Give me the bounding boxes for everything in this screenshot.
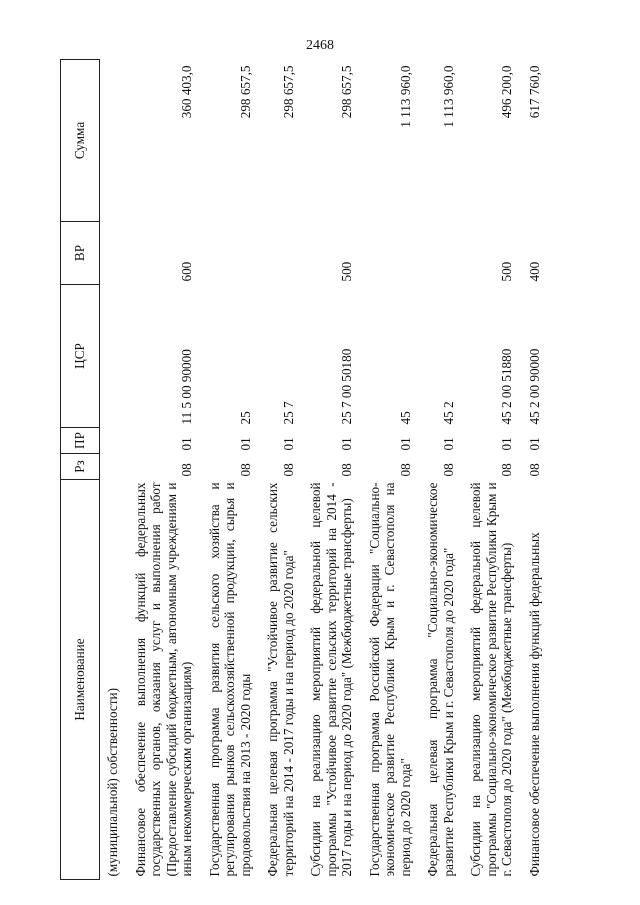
row-name: Государственная программа Российской Федерации "Социально-экономическое развитие Республики Крым и г. Севастополя на период до 2020 года" [366, 482, 413, 877]
row-rz: 08 [179, 463, 194, 477]
row-sum: 298 657,5 [237, 65, 253, 119]
row-rz: 08 [440, 463, 456, 477]
row-name: Федеральная целевая программа "Устойчивое развитие сельских территорий на 2014 - 2017 годы и на период до 2020 года" [265, 482, 296, 877]
row-vr: 500 [499, 261, 514, 282]
row-vr: 400 [526, 261, 542, 282]
row-csr: 45 [397, 411, 413, 425]
row-rz: 08 [280, 463, 296, 477]
row-pr: 01 [499, 437, 514, 451]
row-pr: 01 [397, 437, 413, 451]
row-csr [100, 285, 128, 428]
row-pr [100, 428, 128, 454]
row-pr: 01 [339, 437, 354, 451]
row-vr [362, 222, 421, 285]
row-csr: 25 [237, 411, 253, 425]
row-name: (муниципальной) собственности) [105, 688, 120, 877]
row-pr: 01 [526, 437, 542, 451]
row-rz [100, 454, 128, 480]
row-vr: 500 [339, 261, 354, 282]
table-row [463, 60, 522, 880]
row-name: Финансовое обеспечение выполнения функций федеральных [526, 532, 542, 877]
header-rz: Рз [61, 454, 100, 480]
row-rz: 08 [499, 463, 514, 477]
row-sum: 298 657,5 [280, 65, 296, 119]
row-name: Финансовое обеспечение выполнения функций федеральных государственных органов, оказания услуг и выполнения работ (Предоставление субсидий бюджетным, автономным учреждениям и иным некоммерческим организациям) [132, 482, 194, 877]
rotated-table-sheet [60, 60, 595, 880]
table-row [260, 60, 303, 880]
row-name: Государственная программа развития сельского хозяйства и регулирования рынков сельскохозяйственной продукции, сырья и продовольствия на 2013 - 2020 годы [206, 482, 253, 877]
table-header-row [61, 60, 100, 880]
header-name: Наименование [61, 480, 100, 880]
row-csr: 45 2 00 51880 [499, 348, 514, 425]
row-csr: 45 2 [440, 401, 456, 425]
table-row [100, 60, 128, 880]
row-name: Субсидии на реализацию мероприятий федеральной целевой программы "Устойчивое развитие сельских территорий на 2014 - 2017 годы и на период до 2020 года" (Межбюджетные трансферты) [308, 482, 354, 877]
row-pr: 01 [237, 437, 253, 451]
table-row [303, 60, 362, 880]
row-sum: 617 760,0 [526, 65, 542, 119]
row-csr: 25 7 [280, 401, 296, 425]
row-sum: 1 113 960,0 [397, 65, 413, 128]
row-vr [420, 222, 463, 285]
row-vr [100, 222, 128, 285]
row-sum: 360 403,0 [179, 65, 194, 119]
row-pr: 01 [179, 437, 194, 451]
budget-table [60, 59, 549, 880]
row-csr: 11 5 00 90000 [179, 349, 194, 425]
header-pr: ПР [61, 428, 100, 454]
row-pr: 01 [440, 437, 456, 451]
table-row [362, 60, 421, 880]
row-csr: 45 2 00 90000 [526, 348, 542, 425]
row-name: Субсидии на реализацию мероприятий федеральной целевой программы "Социально-экономическое развитие Республики Крым и г. Севастополя до 2020 года" (Межбюджетные трансферты) [468, 482, 514, 877]
row-sum: 298 657,5 [339, 65, 354, 119]
header-csr: ЦСР [61, 285, 100, 428]
row-vr: 600 [179, 261, 194, 282]
row-rz: 08 [397, 463, 413, 477]
row-rz: 08 [526, 463, 542, 477]
row-rz: 08 [339, 463, 354, 477]
header-sum: Сумма [61, 60, 100, 222]
row-rz: 08 [237, 463, 253, 477]
row-csr: 25 7 00 50180 [339, 348, 354, 425]
row-name: Федеральная целевая программа "Социально-экономическое развитие Республики Крым и г. Севастополя до 2020 года" [425, 482, 456, 877]
row-sum [100, 60, 128, 222]
table-row [202, 60, 261, 880]
table-row [522, 60, 550, 880]
header-vr: ВР [61, 222, 100, 285]
table-row [420, 60, 463, 880]
row-vr [202, 222, 261, 285]
row-pr: 01 [280, 437, 296, 451]
row-vr [260, 222, 303, 285]
page-number: 2468 [306, 38, 334, 53]
table-row [128, 60, 202, 880]
row-sum: 1 113 960,0 [440, 65, 456, 128]
row-sum: 496 200,0 [499, 65, 514, 119]
